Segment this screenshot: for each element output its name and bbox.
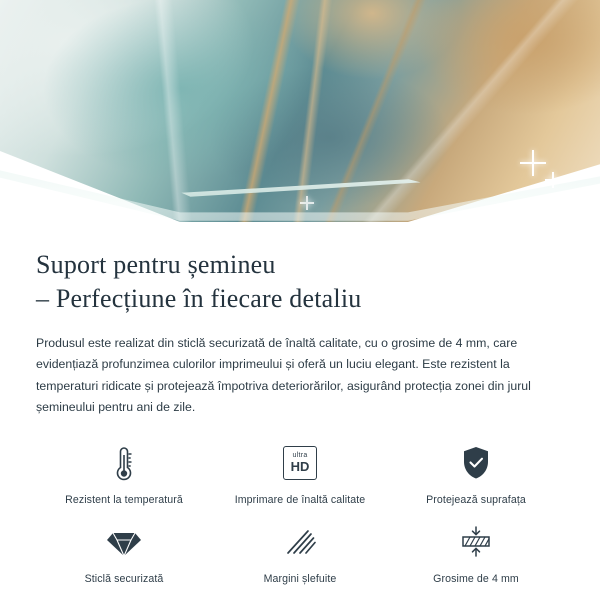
feature-item [36, 520, 212, 585]
description-paragraph: Produsul este realizat din sticlă securizată de înaltă calitate, cu o grosime de 4 mm, care evidențiază profunzimea culorilor imprimeului și oferă un luciu elegant. Este rezistent la temperaturi ridicate și protejează împotriva deteriorărilor, asigurând protecția zonei din jurul șemineului pentru ani de zile. [36, 335, 531, 415]
diamond-icon [104, 520, 144, 564]
feature-grid [36, 441, 564, 585]
ultra-hd-icon [283, 441, 317, 485]
page-title [36, 248, 564, 317]
headline-line-1: Suport pentru șemineu [36, 250, 276, 279]
thickness-4mm-icon [455, 520, 497, 564]
feature-item [212, 520, 388, 585]
feature-item [388, 520, 564, 585]
feature-caption: Rezistent la temperatură [65, 493, 183, 506]
ultra-hd-top-label: ultra [292, 452, 308, 460]
feature-caption: Grosime de 4 mm [433, 572, 519, 585]
feature-item [212, 441, 388, 506]
feature-item [36, 441, 212, 506]
feature-item [388, 441, 564, 506]
feature-caption: Sticlă securizată [84, 572, 164, 585]
feature-caption: Protejează suprafața [426, 493, 526, 506]
content-area [0, 222, 600, 585]
thermometer-icon [104, 441, 144, 485]
headline-line-2: – Perfecțiune în fiecare detaliu [36, 284, 362, 314]
hero-product-image [0, 0, 600, 222]
shield-check-icon [457, 441, 495, 485]
feature-caption: Margini șlefuite [263, 572, 337, 585]
feature-caption: Imprimare de înaltă calitate [234, 493, 366, 506]
polished-edges-icon [280, 520, 320, 564]
ultra-hd-bottom-label: HD [290, 459, 310, 475]
